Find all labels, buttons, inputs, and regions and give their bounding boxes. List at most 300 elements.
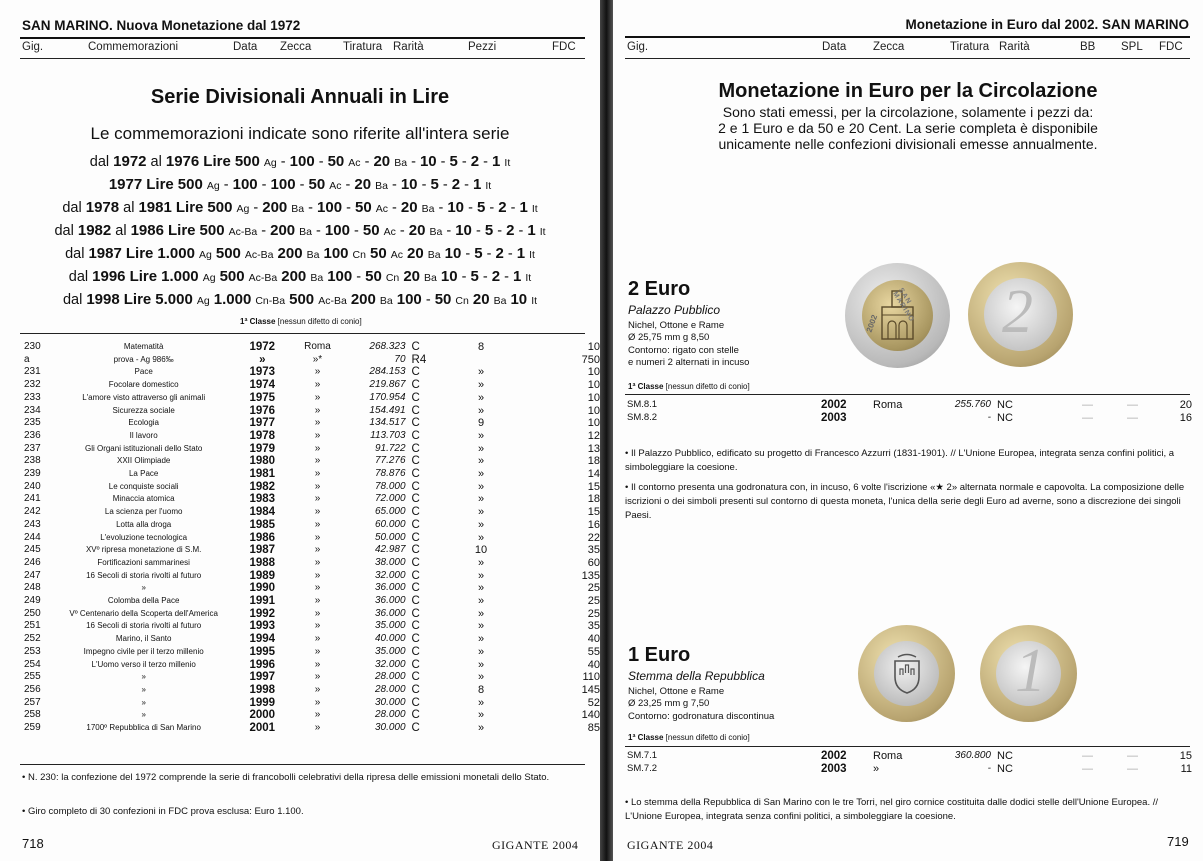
tiratura-cell: 78.876 [374,468,406,480]
commemorazione-cell: Colomba della Pace [107,596,180,606]
classe-label: 1ª Classe [628,382,664,391]
rarita-cell: C [411,696,420,709]
fdc-cell: 110 [582,671,600,684]
data-cell: 1982 [249,480,276,493]
fdc-cell: 750 [581,353,600,366]
data-cell: 1987 [249,544,276,557]
running-head: SAN MARINO. Nuova Monetazione dal 1972 [22,18,301,33]
data-cell: 2002 [821,399,847,411]
zecca-cell: » [314,493,321,505]
classe-note: [nessun difetto di conio] [665,382,750,391]
gig-cell: 232 [24,379,41,391]
section-intro [613,104,1203,152]
spl-cell: — [1127,750,1138,762]
pezzi-cell: » [477,468,485,481]
table-row [24,544,600,557]
divider [20,333,585,334]
fdc-cell: 25 [587,595,600,608]
series-line: dal 1996 Lire 1.000 Ag 500 Ac-Ba 200 Ba 100 - 50 Cn 20 Ba 10 - 5 - 2 - 1 It [68,268,532,285]
table-row [24,443,600,456]
left-page [0,0,600,861]
series-line: 1977 Lire 500 Ag - 100 - 100 - 50 Ac - 20 Ba - 10 - 5 - 2 - 1 It [108,176,492,193]
table-row [24,493,600,506]
data-cell: 1989 [249,569,276,582]
tiratura-cell: 170.954 [369,391,406,403]
rarita-cell: C [411,379,420,392]
zecca-cell: » [314,468,321,480]
tiratura-cell: 36.000 [374,582,406,594]
gig-cell: 258 [24,709,41,721]
gig-cell: 257 [24,696,41,708]
gig-cell: 244 [24,531,41,543]
divider [20,764,585,765]
gig-cell: SM.8.2 [627,412,658,423]
pezzi-cell: » [477,709,485,722]
zecca-cell: » [314,518,321,530]
commemorazione-cell: Vº Centenario della Scoperta dell'America [69,608,218,618]
data-cell: 1985 [249,518,276,531]
rarita-cell: NC [997,763,1013,775]
gig-cell: 234 [24,404,41,416]
coin-legend: SAN MARINO [891,287,916,324]
pezzi-cell: » [477,493,485,506]
rarita-cell: C [411,722,420,735]
rarita-cell: R4 [411,353,427,366]
series-line: dal 1998 Lire 5.000 Ag 1.000 Cn-Ba 500 Ac-Ba 200 Ba 100 - 50 Cn 20 Ba 10 It [62,291,538,308]
table-row [627,750,1192,763]
fdc-cell: 10 [587,379,600,392]
tiratura-cell: - [987,763,991,774]
commemorazione-cell: Focolare domestico [108,380,179,390]
zecca-cell: » [314,582,321,594]
fdc-cell: 40 [587,658,600,671]
data-cell: 1993 [249,620,276,633]
pezzi-cell: » [477,645,485,658]
tiratura-cell: 50.000 [374,531,406,543]
fdc-cell: 18 [587,455,600,468]
pezzi-cell: » [477,620,485,633]
fdc-cell: 25 [587,607,600,620]
table-row [24,532,600,545]
tiratura-cell: 36.000 [374,607,406,619]
note-1: • N. 230: la confezione del 1972 comprende la serie di francobolli celebrativi della ripresa delle emissioni monetali dello Stato. [22,772,550,783]
spec-line: e numeri 2 alternati in incuso [628,356,750,368]
rarita-cell: C [411,442,420,455]
pezzi-cell: » [477,722,485,735]
classe-line [628,733,750,742]
tiratura-cell: 219.867 [369,379,406,391]
table-row [627,412,1192,425]
rarita-cell: C [411,671,420,684]
gig-cell: 248 [24,582,41,594]
footer-title: GIGANTE 2004 [627,838,714,852]
fdc-cell: 10 [587,417,600,430]
tiratura-cell: 30.000 [374,696,406,708]
pezzi-cell: » [477,480,485,493]
coin-1euro-subtitle: Stemma della Repubblica [628,669,765,683]
header-fdc: FDC [552,41,576,53]
fdc-cell: 15 [1179,750,1192,762]
rarita-cell: C [411,544,420,557]
tiratura-cell: 32.000 [374,658,406,670]
fdc-cell: 10 [587,404,600,417]
commemorazione-cell: prova - Ag 986‰ [113,354,174,364]
tiratura-cell: 70 [394,353,406,365]
rarita-cell: NC [997,399,1013,411]
data-cell: » [259,353,266,366]
zecca-cell: » [873,763,880,775]
section-subtitle: Le commemorazioni indicate sono riferite all'intera serie [90,124,510,143]
data-cell: 1995 [249,645,276,658]
rarita-cell: C [411,468,420,481]
zecca-cell: Roma [873,399,903,411]
data-cell: 1979 [249,442,276,455]
data-cell: 1976 [249,404,276,417]
header-rarita: Rarità [999,41,1030,53]
zecca-cell: » [314,671,321,683]
pezzi-cell: » [477,556,485,569]
fdc-cell: 85 [587,722,600,735]
gig-cell: 233 [24,391,41,403]
table-row [24,481,600,494]
rarita-cell: C [411,391,420,404]
tiratura-cell: 30.000 [374,722,406,734]
commemorazione-cell: » [141,672,146,682]
commemorazione-cell: Le conquiste sociali [108,481,179,491]
fdc-cell: 15 [587,506,600,519]
bb-cell: — [1082,763,1093,775]
pezzi-cell: » [477,429,485,442]
table-row [24,455,600,468]
coat-of-arms-icon [890,653,924,695]
gig-cell: SM.8.1 [627,399,658,410]
commemorazione-cell: La scienza per l'uomo [104,507,183,517]
header-data: Data [822,41,847,53]
pezzi-cell: » [477,366,485,379]
bb-cell: — [1082,750,1093,762]
rarita-cell: C [411,417,420,430]
table-row [24,633,600,646]
data-cell: 2002 [821,750,847,762]
header-tiratura: Tiratura [343,41,383,53]
pezzi-cell: » [477,582,485,595]
fdc-cell: 10 [587,391,600,404]
series-line: dal 1987 Lire 1.000 Ag 500 Ac-Ba 200 Ba 100 Cn 50 Ac 20 Ba 10 - 5 - 2 - 1 It [65,245,535,262]
zecca-cell: » [314,722,321,734]
data-cell: 1988 [249,556,276,569]
coin-2euro-obverse [845,263,950,368]
bb-cell: — [1082,399,1093,411]
rarita-cell: C [411,531,420,544]
coin-1euro-specs [628,686,774,723]
zecca-cell: » [314,480,321,492]
spec-line: Ø 23,25 mm g 7,50 [628,698,710,710]
tiratura-cell: 35.000 [374,645,406,657]
rarita-cell: C [411,569,420,582]
data-cell: 1977 [249,417,276,430]
page-number: 718 [22,836,44,851]
pezzi-cell: » [477,391,485,404]
classe-label: 1ª Classe [240,317,276,326]
commemorazione-cell: L'amore visto attraverso gli animali [82,392,206,402]
fdc-cell: 12 [587,429,600,442]
gig-cell: 236 [24,429,41,441]
intro-line: 2 e 1 Euro e da 50 e 20 Cent. La serie completa è disponibile [718,120,1098,136]
coin-2euro-reverse [968,262,1073,367]
pezzi-cell: » [477,531,485,544]
page-number: 719 [1167,834,1189,849]
table-row [24,430,600,443]
coin-year: 2002 [864,313,880,334]
header-zecca: Zecca [280,41,312,53]
pezzi-cell: » [477,442,485,455]
fdc-cell: 20 [1179,399,1192,411]
commemorazione-cell: 16 Secoli di storia rivolti al futuro [86,621,202,631]
book-spine [600,0,613,861]
pezzi-cell: 8 [477,341,485,353]
zecca-cell: » [314,569,321,581]
pezzi-cell: » [477,633,485,646]
zecca-cell: » [314,442,321,454]
gig-cell: 254 [24,658,41,670]
table-row [24,684,600,697]
classe-label: 1ª Classe [628,733,664,742]
zecca-cell: » [314,696,321,708]
data-cell: 1975 [249,391,276,404]
rarita-cell: C [411,683,420,696]
fdc-cell: 60 [587,556,600,569]
commemorazione-cell: Impegno civile per il terzo millenio [83,646,204,656]
pezzi-cell: » [477,569,485,582]
pezzi-cell: » [477,607,485,620]
rarita-cell: C [411,633,420,646]
table-row [24,341,600,354]
coin-2euro-note-2: • Il contorno presenta una godronatura con, in incuso, 6 volte l'iscrizione «★ 2» alternata normale e capovolta. La composizione delle iscrizioni o dei simboli presenti sul contorno di questa moneta, l'unica della serie degli Euro ad averne, sono a discrezione dei singoli Paesi. [625,482,1185,521]
tiratura-cell: 35.000 [374,620,406,632]
data-cell: 1996 [249,658,276,671]
table-row [24,405,600,418]
divider [625,58,1190,59]
series-line: dal 1978 al 1981 Lire 500 Ag - 200 Ba - 100 - 50 Ac - 20 Ba - 10 - 5 - 2 - 1 It [62,199,538,216]
header-gig: Gig. [22,41,44,53]
tiratura-cell: - [987,412,991,423]
divider [625,36,1190,38]
data-cell: 1978 [249,429,276,442]
zecca-cell: » [314,366,321,378]
fdc-cell: 40 [587,633,600,646]
coin-value: 2 [1002,278,1033,346]
classe-note: [nessun difetto di conio] [277,317,362,326]
data-cell: 1973 [249,366,276,379]
commemorazione-cell: Il lavoro [129,430,158,440]
data-cell: 1991 [249,595,276,608]
fdc-cell: 25 [587,582,600,595]
header-commemorazioni: Commemorazioni [88,41,179,53]
divider [625,394,1190,395]
zecca-cell: »* [312,353,323,365]
running-head: Monetazione in Euro dal 2002. SAN MARINO [905,17,1189,32]
zecca-cell: » [314,391,321,403]
data-cell: 1981 [249,468,276,481]
zecca-cell: » [314,683,321,695]
gig-cell: 247 [24,569,41,581]
table-row [24,366,600,379]
gig-cell: SM.7.1 [627,750,658,761]
zecca-cell: » [314,556,321,568]
tiratura-cell: 36.000 [374,595,406,607]
commemorazione-cell: » [141,583,146,593]
rarita-cell: C [411,366,420,379]
spec-line: Nichel, Ottone e Rame [628,320,725,331]
gig-cell: 255 [24,671,41,683]
tiratura-cell: 134.517 [369,417,406,429]
pezzi-cell: » [477,518,485,531]
fdc-cell: 16 [587,518,600,531]
right-page [613,0,1203,861]
pezzi-cell: » [477,379,485,392]
rarita-cell: C [411,404,420,417]
table-row [24,570,600,583]
table-row [24,582,600,595]
zecca-cell: » [314,531,321,543]
spec-line: Nichel, Ottone e Rame [628,686,725,697]
fdc-cell: 140 [581,709,600,722]
commemorazione-cell: L'Uomo verso il terzo millenio [91,659,196,669]
spec-line: Ø 25,75 mm g 8,50 [628,332,710,344]
rarita-cell: C [411,493,420,506]
coin-2euro-specs [628,320,749,369]
classe-line [628,382,750,391]
gig-cell: 242 [24,506,41,518]
commemorazione-cell: Minaccia atomica [112,494,175,504]
gig-cell: 238 [24,455,41,467]
header-bb: BB [1080,41,1096,53]
commemorazione-cell: XVº ripresa monetazione di S.M. [85,545,202,555]
table-row [24,608,600,621]
tiratura-cell: 77.276 [374,455,406,467]
table-row [24,392,600,405]
fdc-cell: 10 [587,341,600,353]
gig-cell: 256 [24,683,41,695]
fdc-cell: 11 [1180,763,1192,775]
coins-table [24,341,600,735]
data-cell: 1980 [249,455,276,468]
fdc-cell: 10 [587,366,600,379]
rarita-cell: C [411,582,420,595]
spl-cell: — [1127,399,1138,411]
gig-cell: 251 [24,620,41,632]
header-zecca: Zecca [873,41,905,53]
data-cell: 1999 [249,696,276,709]
fdc-cell: 145 [581,683,600,696]
classe-note: [nessun difetto di conio] [665,733,750,742]
commemorazione-cell: Matematità [123,342,164,351]
zecca-cell: » [314,658,321,670]
commemorazione-cell: 16 Secoli di storia rivolti al futuro [86,570,202,580]
zecca-cell: » [314,607,321,619]
fdc-cell: 35 [587,544,600,557]
rarita-cell: C [411,429,420,442]
zecca-cell: » [314,645,321,657]
footer-title: GIGANTE 2004 [492,838,579,852]
pezzi-cell: 9 [477,417,485,430]
tiratura-cell: 113.703 [370,429,406,441]
data-cell: 1998 [249,683,276,696]
gig-cell: 253 [24,645,41,657]
gig-cell: 245 [24,544,41,556]
gig-cell: 235 [24,417,41,429]
fdc-cell: 135 [581,569,600,582]
zecca-cell: » [314,417,321,429]
table-row [24,620,600,633]
tiratura-cell: 154.491 [369,404,406,416]
rarita-cell: C [411,455,420,468]
commemorazione-cell: Pace [134,367,153,377]
tiratura-cell: 28.000 [374,709,406,721]
spec-line: Contorno: rigato con stelle [628,344,739,356]
gig-cell: 230 [24,341,41,352]
fdc-cell: 14 [587,468,600,481]
table-row [24,671,600,684]
tiratura-cell: 91.722 [374,442,406,454]
table-row [24,519,600,532]
classe-line [240,317,362,326]
fdc-cell: 35 [587,620,600,633]
gig-cell: 237 [24,442,41,454]
data-cell: 1974 [249,379,276,392]
rarita-cell: C [411,658,420,671]
header-tiratura: Tiratura [950,41,990,53]
bb-cell: — [1082,412,1093,424]
divider [20,58,585,59]
table-row [24,468,600,481]
rarita-cell: C [411,607,420,620]
tiratura-cell: 268.323 [369,341,406,352]
rarita-cell: C [411,341,420,353]
coin-1euro-name: 1 Euro [628,644,691,666]
gig-cell: SM.7.2 [627,763,658,774]
gig-cell: 250 [24,607,41,619]
header-data: Data [233,41,258,53]
data-cell: 2001 [249,722,276,735]
gig-cell: 243 [24,518,41,530]
commemorazione-cell: Lotta alla droga [116,519,172,529]
section-title: Serie Divisionali Annuali in Lire [150,86,450,108]
gig-cell: 252 [24,633,41,645]
zecca-cell: » [314,544,321,556]
zecca-cell: » [314,595,321,607]
table-row [24,697,600,710]
tiratura-cell: 255.760 [954,399,991,410]
gig-cell: 240 [24,480,41,492]
rarita-cell: C [411,620,420,633]
commemorazione-cell: » [141,684,146,694]
data-cell: 2003 [821,412,847,424]
table-row [24,659,600,672]
pezzi-cell: » [477,671,485,684]
fdc-cell: 13 [587,442,600,455]
zecca-cell: » [314,709,321,721]
zecca-cell: » [314,633,321,645]
tiratura-cell: 65.000 [374,506,406,518]
data-cell: 1990 [249,582,276,595]
spl-cell: — [1127,763,1138,775]
commemorazione-cell: Gli Organi istituzionali dello Stato [84,443,203,453]
coin-value: 1 [1015,637,1046,705]
gig-cell: 249 [24,595,41,607]
pezzi-cell: 10 [474,544,488,557]
rarita-cell: NC [997,750,1013,762]
